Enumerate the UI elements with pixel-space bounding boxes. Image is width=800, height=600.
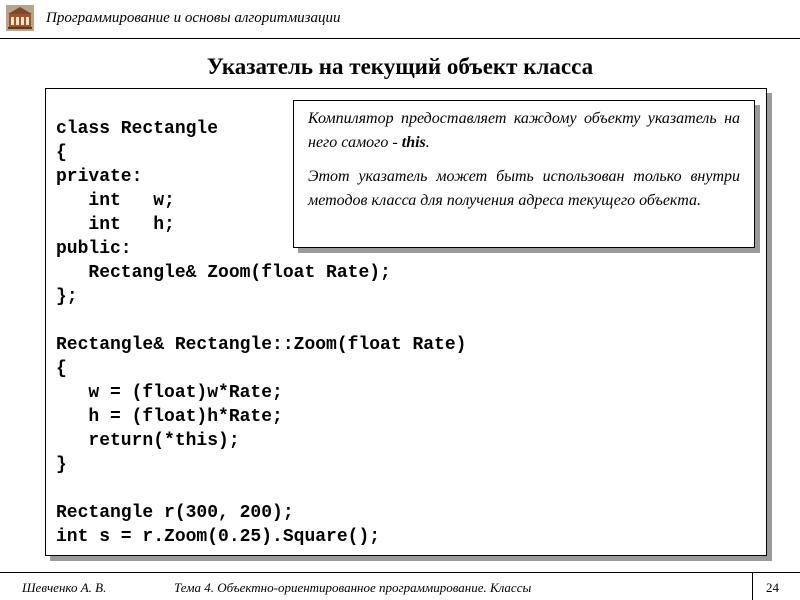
footer-divider <box>0 572 800 573</box>
code-line: }; <box>56 287 78 307</box>
page-number: 24 <box>766 580 779 595</box>
code-line: h = (float)h*Rate; <box>56 407 283 427</box>
header-divider <box>0 38 800 39</box>
code-line: } <box>56 455 67 475</box>
code-line: class Rectangle <box>56 119 219 139</box>
footer-page-separator <box>752 572 753 600</box>
code-line: Rectangle& Rectangle::Zoom(float Rate) <box>56 335 467 355</box>
callout-note <box>293 100 755 248</box>
footer-author: Шевченко А. В. <box>22 580 107 595</box>
code-line: private: <box>56 167 143 187</box>
code-line: int s = r.Zoom(0.25).Square(); <box>56 527 381 547</box>
code-line: int h; <box>56 215 175 235</box>
code-line: int w; <box>56 191 175 211</box>
code-line: Rectangle r(300, 200); <box>56 503 294 523</box>
code-line: { <box>56 143 67 163</box>
code-line: { <box>56 359 67 379</box>
note-paragraph-2: Этот указатель может быть использован только внутри методов класса для получения адреса текущего объекта. <box>308 168 740 209</box>
code-line: w = (float)w*Rate; <box>56 383 283 403</box>
note-text: Компилятор предоставляет каждому объекту указатель на него самого - <box>308 110 740 151</box>
slide-title: Указатель на текущий объект класса <box>206 54 594 79</box>
slide-header <box>0 0 800 38</box>
code-line <box>56 309 466 333</box>
footer-topic: Тема 4. Объектно-ориентированное программирование. Классы <box>174 580 532 595</box>
building-logo-icon <box>6 5 34 31</box>
this-keyword: this <box>401 134 426 151</box>
code-line: return(*this); <box>56 431 240 451</box>
code-line: public: <box>56 239 132 259</box>
note-paragraph-1 <box>308 107 740 155</box>
course-title: Программирование и основы алгоритмизации <box>46 10 341 26</box>
code-line <box>56 477 466 501</box>
code-line: Rectangle& Zoom(float Rate); <box>56 263 391 283</box>
note-text-end: . <box>425 134 430 151</box>
